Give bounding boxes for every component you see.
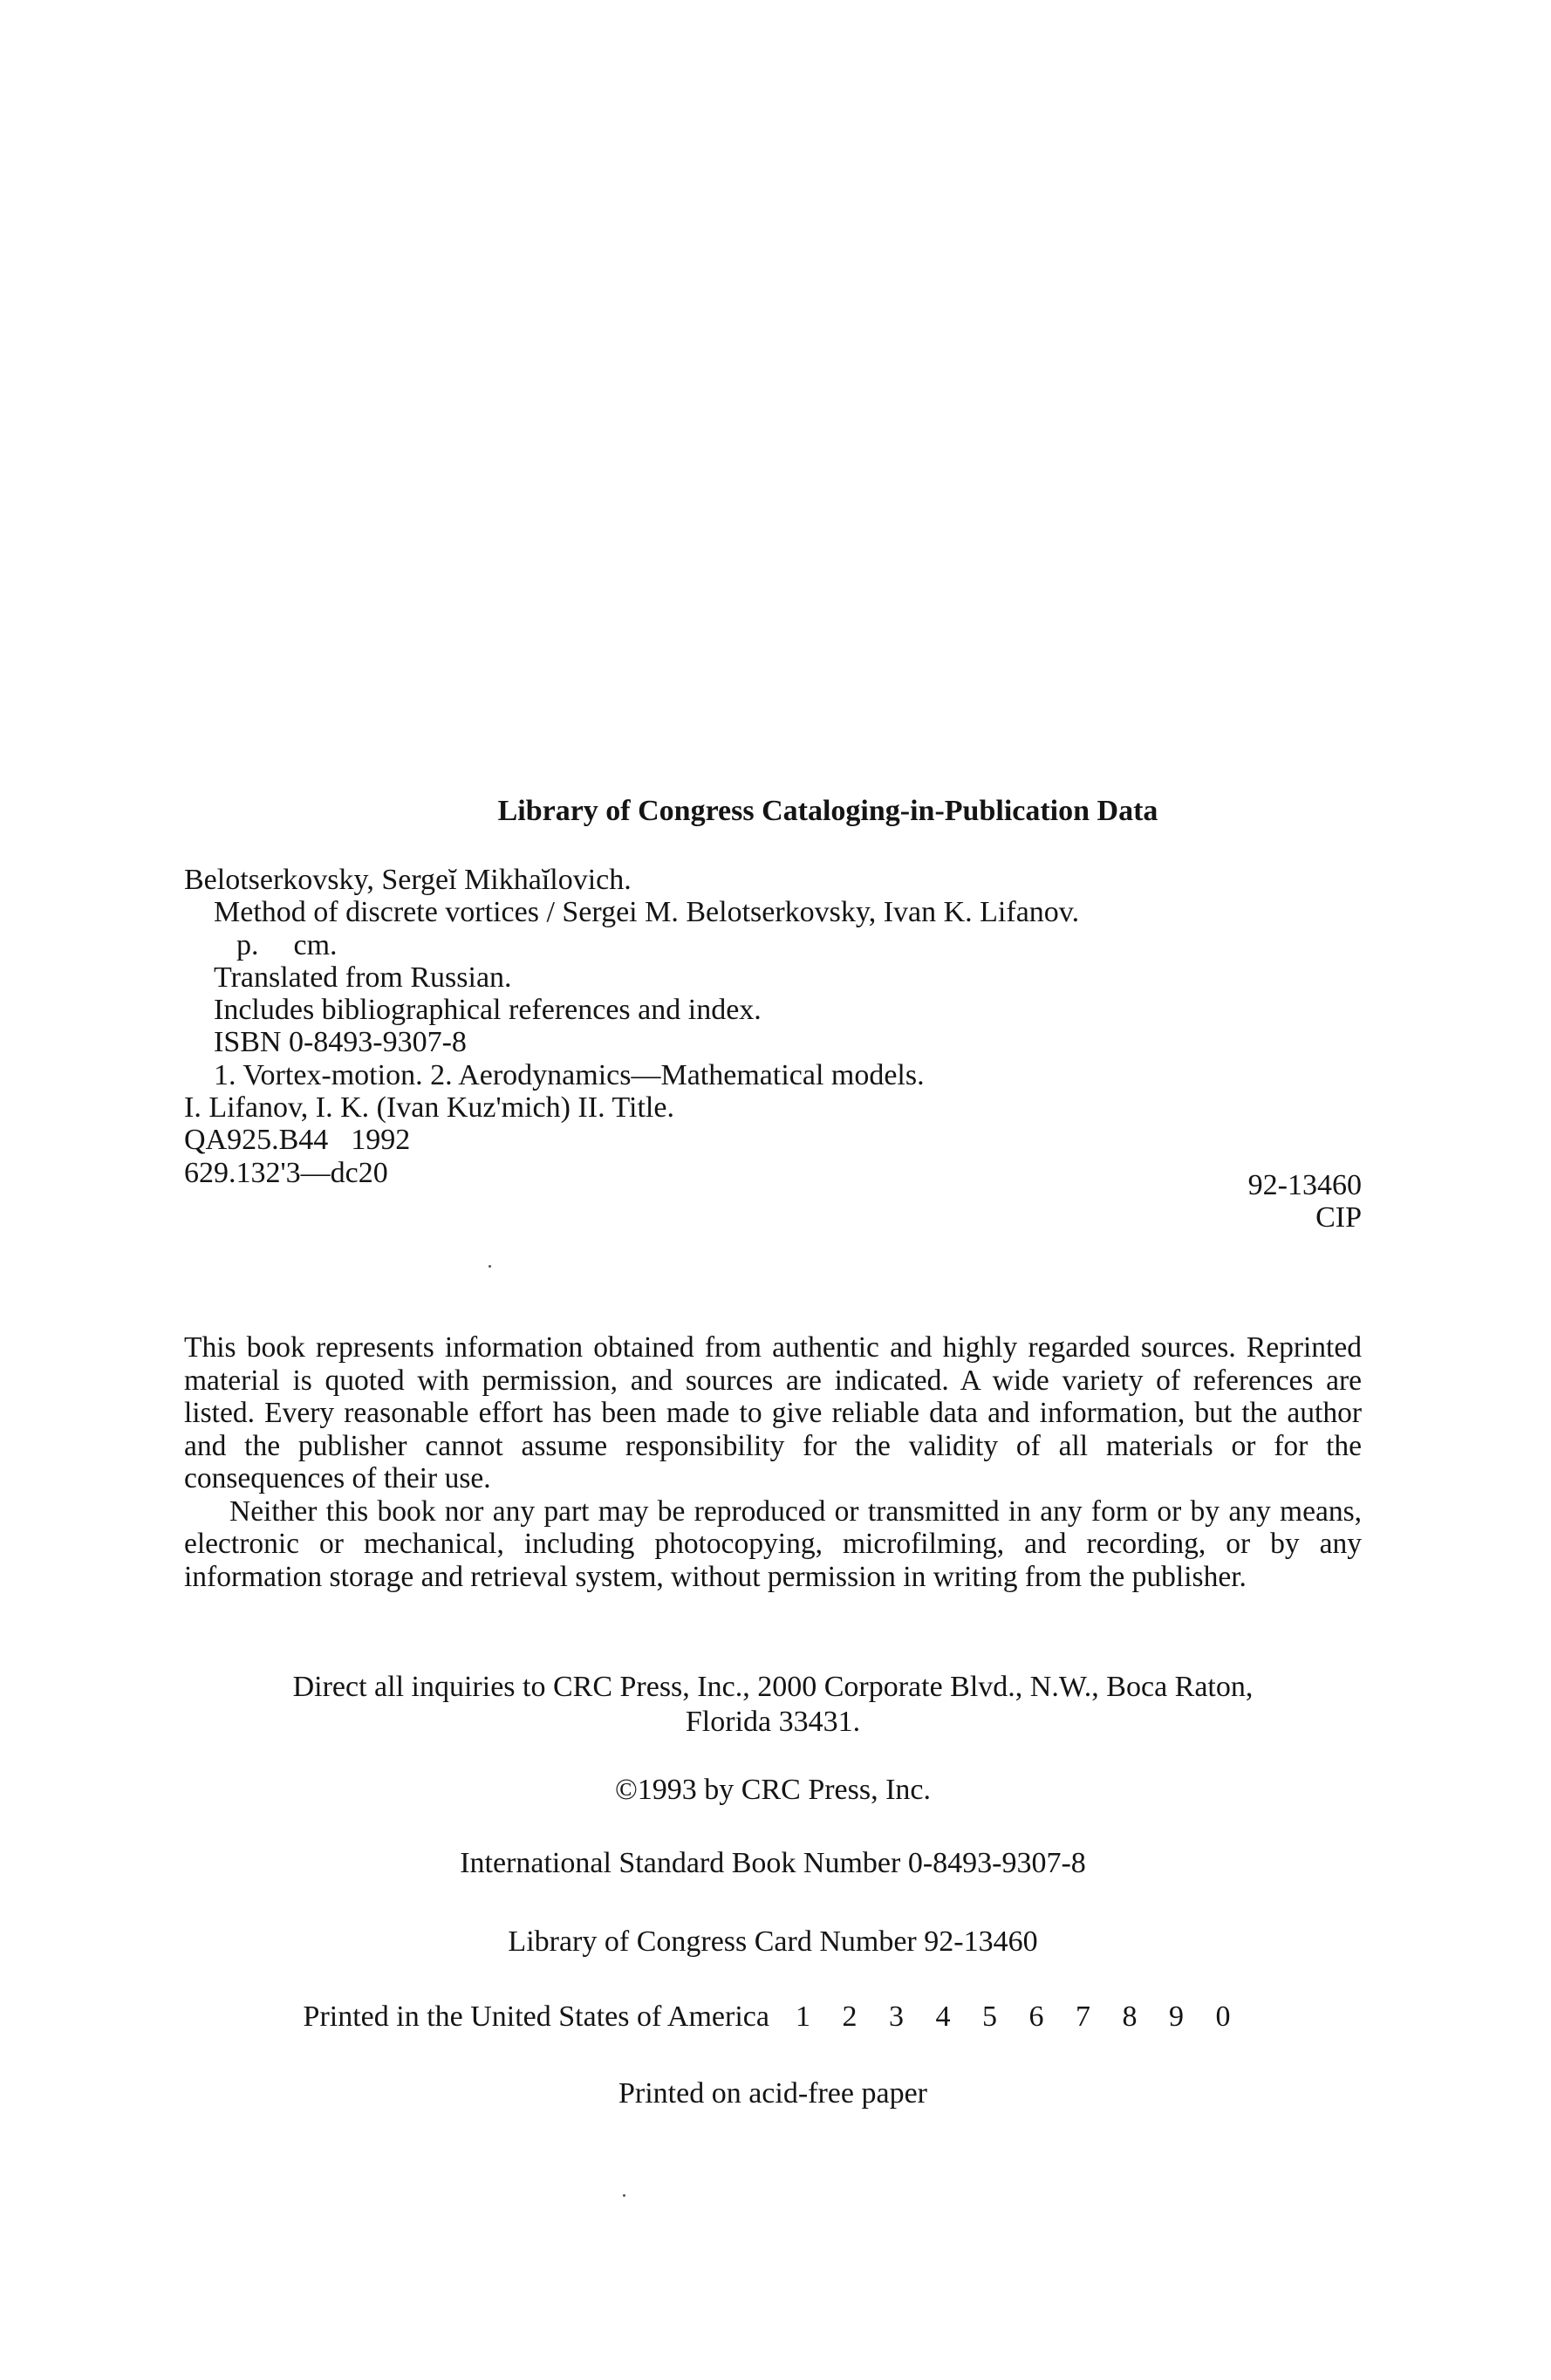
cip-subjects: 1. Vortex-motion. 2. Aerodynamics—Mathematical models. <box>214 1058 925 1091</box>
rights-notice <box>184 1331 1362 1593</box>
cip-isbn: ISBN 0-8493-9307-8 <box>214 1026 467 1059</box>
cip-heading: Library of Congress Cataloging-in-Publication Data <box>497 795 1158 827</box>
cip-label-row <box>184 1189 1362 1234</box>
cip-translated-note: Translated from Russian. <box>214 961 512 994</box>
print-speck <box>623 2194 625 2197</box>
copyright-line: ©1993 by CRC Press, Inc. <box>614 1774 932 1806</box>
cip-control-number: 92-13460 <box>1247 1168 1362 1201</box>
acid-free-paper-line: Printed on acid-free paper <box>618 2077 927 2110</box>
cip-title: Method of discrete vortices / Sergei M. Belotserkovsky, Ivan K. Lifanov. <box>214 896 1080 929</box>
cip-record <box>184 864 1362 1234</box>
notice-reproduction-paragraph: Neither this book nor any part may be reproduced or transmitted in any form or by any means, electronic or mechanical, including photocopying, microfilming, and recording, or by any information storage and retrieval system, without permission in writing from the publisher. <box>184 1494 1362 1593</box>
print-speck <box>489 1265 491 1268</box>
notice-sources-paragraph: This book represents information obtained from authentic and highly regarded sources. Reprinted material is quoted with permission, and sources are indicated. A wide variety of references are listed. Every reasonable effort has been made to give reliable data and information, but the author and the publisher cannot assume responsibility for the validity of all materials or for the consequences of their use. <box>184 1331 1362 1494</box>
printed-in-line <box>184 2000 1362 2035</box>
cip-p: p. <box>236 928 259 961</box>
inquiries-line-2: Florida 33431. <box>685 1706 861 1738</box>
cip-added-entries: I. Lifanov, I. K. (Ivan Kuz'mich) II. Title. <box>184 1091 674 1125</box>
lccn-line: Library of Congress Card Number 92-13460 <box>508 1925 1038 1958</box>
printed-in-text: Printed in the United States of America <box>303 2000 769 2033</box>
cip-lc-call-number <box>184 1124 1362 1156</box>
cip-lc-class: QA925.B44 <box>184 1124 329 1157</box>
cip-dewey-row <box>184 1156 1362 1201</box>
cip-lc-year: 1992 <box>351 1124 411 1157</box>
cip-dewey: 629.132'3—dc20 <box>184 1156 388 1189</box>
cip-bibliography-note: Includes bibliographical references and index. <box>214 994 762 1027</box>
cip-label: CIP <box>1315 1200 1362 1234</box>
cip-cm: cm. <box>293 928 338 961</box>
inquiries-line-1: Direct all inquiries to CRC Press, Inc., 2000 Corporate Blvd., N.W., Boca Raton, <box>292 1671 1254 1703</box>
cip-author: Belotserkovsky, Sergeĭ Mikhaĭlovich. <box>184 864 632 896</box>
isbn-line: International Standard Book Number 0-8493-9307-8 <box>460 1847 1086 1879</box>
print-run-numbers: 1 2 3 4 5 6 7 8 9 0 <box>795 2000 1243 2033</box>
cip-physical <box>184 929 1362 961</box>
